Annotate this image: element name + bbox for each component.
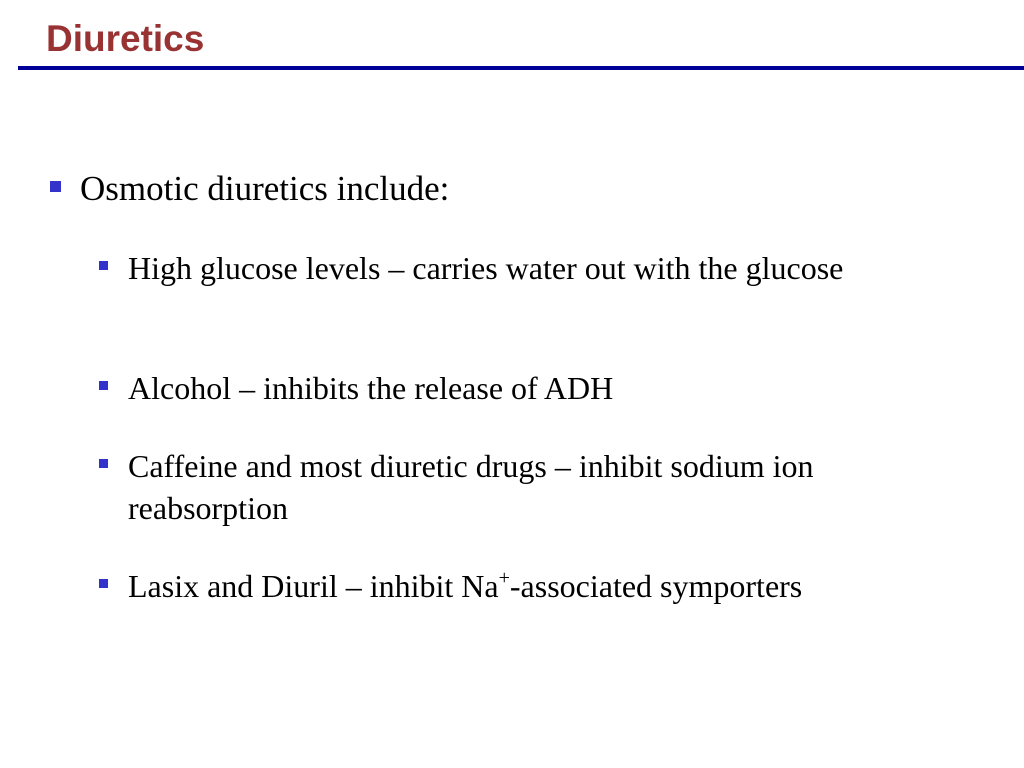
sub-bullet-text-start: Lasix and Diuril – inhibit Na <box>128 568 499 604</box>
bullet-text: Osmotic diuretics include: <box>80 169 450 208</box>
slide-title: Diuretics <box>46 18 205 59</box>
sub-bullet-glucose <box>128 247 968 289</box>
square-bullet-icon <box>99 579 108 588</box>
sub-bullet-lasix-diuril <box>128 565 968 607</box>
square-bullet-icon <box>99 261 108 270</box>
sub-bullet-text <box>128 568 802 604</box>
square-bullet-icon <box>50 181 61 192</box>
sub-bullet-alcohol <box>128 367 968 409</box>
sub-bullet-text: Caffeine and most diuretic drugs – inhibit sodium ion reabsorption <box>128 448 814 526</box>
sub-bullet-text-end: -associated symporters <box>509 568 803 604</box>
sub-bullet-text: Alcohol – inhibits the release of ADH <box>128 370 614 406</box>
square-bullet-icon <box>99 381 108 390</box>
title-underline <box>18 66 1024 70</box>
sub-bullet-text: High glucose levels – carries water out with the glucose <box>128 250 844 286</box>
square-bullet-icon <box>99 459 108 468</box>
bullet-osmotic-diuretics <box>80 168 980 210</box>
sodium-charge-superscript: + <box>498 567 510 589</box>
sub-bullet-caffeine <box>128 445 968 529</box>
